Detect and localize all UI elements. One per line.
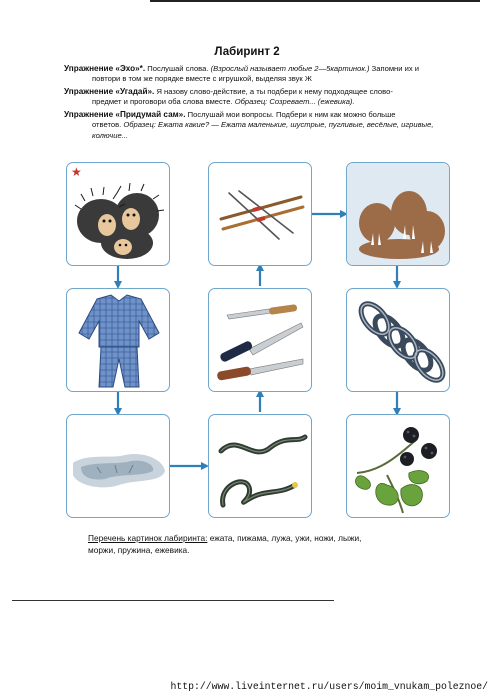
exercise-echo-name: Упражнение «Эхо»*.: [64, 64, 146, 73]
footer-url: http://www.liveinternet.ru/users/moim_vnukam_poleznoe/: [170, 681, 488, 692]
card-blackberry: [346, 414, 450, 518]
card-puddle: [66, 414, 170, 518]
exercise-invent-example: Образец: Ежата какие? — Ежата маленькие, шустрые, пугливые, весёлые, игривые,: [123, 120, 434, 130]
exercise-invent-line2: ответов.: [92, 120, 122, 130]
knives-image: [209, 289, 312, 392]
exercise-echo-text: Послушай слова.: [147, 64, 209, 73]
exercise-invent-line3: колючие...: [92, 130, 128, 140]
exercise-invent-name: Упражнение «Придумай сам».: [64, 110, 186, 119]
skis-image: [209, 163, 312, 266]
exercise-guess-line2: предмет и проговори оба слова вместе.: [92, 97, 233, 107]
card-knives: [208, 288, 312, 392]
bottom-rule: [12, 600, 334, 601]
exercise-echo-line2: повтори в том же порядке вместе с игрушкой, выделяя звук Ж: [92, 74, 312, 84]
card-pajamas: [66, 288, 170, 392]
exercise-guess-name: Упражнение «Угадай».: [64, 87, 155, 96]
picture-list-label: Перечень картинок лабиринта:: [88, 533, 208, 543]
exercise-echo-note: (Взрослый называет любые 2—5картинок.): [210, 64, 370, 73]
exercise-echo-text2: Запомни их и: [371, 64, 419, 73]
star-icon: ★: [71, 165, 82, 179]
blackberry-image: [347, 415, 450, 518]
spring-image: [347, 289, 450, 392]
hedgehogs-image: [67, 163, 170, 266]
pajamas-image: [67, 289, 170, 392]
card-spring: [346, 288, 450, 392]
card-snakes: [208, 414, 312, 518]
exercise-guess-text: Я назову слово-действие, а ты подбери к нему подходящее слово-: [156, 87, 393, 96]
snakes-image: [209, 415, 312, 518]
exercise-guess-example: Образец: Созревает... (ежевика).: [234, 97, 355, 107]
picture-list: [88, 533, 448, 556]
card-walruses: [346, 162, 450, 266]
card-skis: [208, 162, 312, 266]
page-title: Лабиринт 2: [214, 46, 280, 58]
picture-list-items-1: ежата, пижама, лужа, ужи, ножи, лыжи,: [209, 533, 362, 543]
picture-list-items-2: моржи, пружина, ежевика.: [88, 544, 190, 555]
exercise-invent-text: Послушай мои вопросы. Подбери к ним как можно больше: [187, 110, 396, 119]
puddle-image: [67, 415, 170, 518]
walruses-image: [347, 163, 450, 266]
